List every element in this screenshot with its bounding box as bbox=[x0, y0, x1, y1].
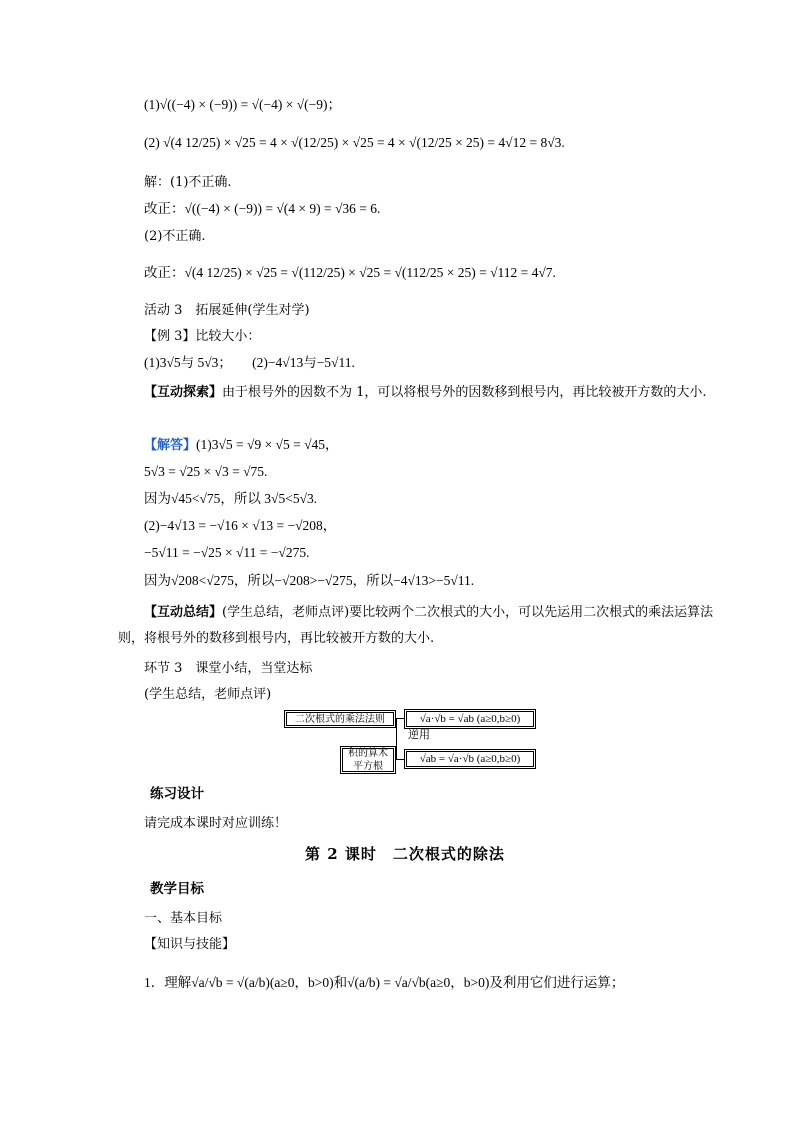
diagram-box-sqrt-product bbox=[340, 746, 396, 774]
correction-2: 改正：√(4 12/25) × √25 = √(112/25) × √25 = √(112/25 × 25) = √112 = 4√7. bbox=[144, 265, 556, 280]
exploration-label: 【互动探索】 bbox=[144, 385, 223, 400]
answer-line-6: 因为√208<√275，所以−√208>−√275，所以−4√13>−5√11. bbox=[144, 573, 475, 588]
diagram-connector-v bbox=[396, 719, 397, 759]
diagram-reverse-label: 逆用 bbox=[408, 728, 430, 741]
equation-line-1: (1)√((−4) × (−9)) = √(−4) × √(−9)； bbox=[144, 97, 341, 112]
lesson-title: 第 2 课时 二次根式的除法 bbox=[305, 845, 505, 863]
answer-label: 【解答】 bbox=[144, 438, 197, 453]
answer-line-4: (2)−4√13 = −√16 × √13 = −√208， bbox=[144, 518, 337, 533]
sqrt-product-line-1: 积的算术 bbox=[348, 748, 388, 759]
diagram-connector-h2 bbox=[396, 759, 404, 760]
diagram-box-formula-2: √ab = √a·√b (a≥0,b≥0) bbox=[404, 749, 536, 769]
activity-3-heading: 活动 3 拓展延伸(学生对学) bbox=[144, 303, 310, 318]
interactive-summary bbox=[118, 600, 718, 652]
practice-instruction: 请完成本课时对应训练！ bbox=[144, 816, 288, 831]
correction-1: 改正：√((−4) × (−9)) = √(4 × 9) = √36 = 6. bbox=[144, 201, 381, 216]
answer-line-5: −5√11 = −√25 × √11 = −√275. bbox=[144, 545, 310, 560]
sqrt-product-line-2: 平方根 bbox=[353, 761, 383, 772]
summary-label: 【互动总结】 bbox=[144, 605, 223, 620]
diagram-connector-h1 bbox=[396, 718, 404, 719]
diagram-box-product-rule: 二次根式的乘法法则 bbox=[284, 710, 396, 728]
practice-design-heading: 练习设计 bbox=[150, 786, 204, 802]
basic-objectives: 一、基本目标 bbox=[144, 911, 223, 926]
answer-line-3: 因为√45<√75，所以 3√5<5√3. bbox=[144, 491, 318, 506]
equation-line-2: (2) √(4 12/25) × √25 = 4 × √(12/25) × √25 = 4 × √(12/25 × 25) = 4√12 = 8√3. bbox=[144, 135, 565, 150]
interactive-exploration bbox=[118, 380, 718, 406]
diagram-box-formula-1: √a·√b = √ab (a≥0,b≥0) bbox=[404, 709, 536, 729]
exploration-text: 由于根号外的因数不为 1，可以将根号外的因数移到根号内，再比较被开方数的大小. bbox=[222, 385, 707, 400]
answer-line-2: 5√3 = √25 × √3 = √75. bbox=[144, 464, 268, 479]
example-3: 【例 3】比较大小： bbox=[144, 329, 261, 344]
knowledge-skills-heading: 【知识与技能】 bbox=[144, 937, 236, 952]
answer-text: (1)3√5 = √9 × √5 = √45， bbox=[196, 437, 339, 452]
solution-1: 解：(1)不正确. bbox=[144, 175, 232, 190]
answer-line-1 bbox=[144, 436, 338, 455]
student-summary: (学生总结，老师点评) bbox=[144, 687, 272, 702]
section-3-heading: 环节 3 课堂小结，当堂达标 bbox=[144, 661, 313, 676]
objective-1: 1．理解√a/√b = √(a/b)(a≥0，b>0)和√(a/b) = √a/√b(a≥0，b>0)及利用它们进行运算； bbox=[144, 975, 625, 990]
solution-2: (2)不正确. bbox=[144, 229, 206, 244]
example-3-tasks: (1)3√5与 5√3； (2)−4√13与−5√11. bbox=[144, 355, 355, 370]
summary-text: (学生总结，老师点评)要比较两个二次根式的大小，可以先运用二次根式的乘法运算法则，将根号外的数移到根号内，再比较被开方数的大小. bbox=[118, 605, 714, 646]
teaching-objectives-heading: 教学目标 bbox=[150, 881, 204, 897]
